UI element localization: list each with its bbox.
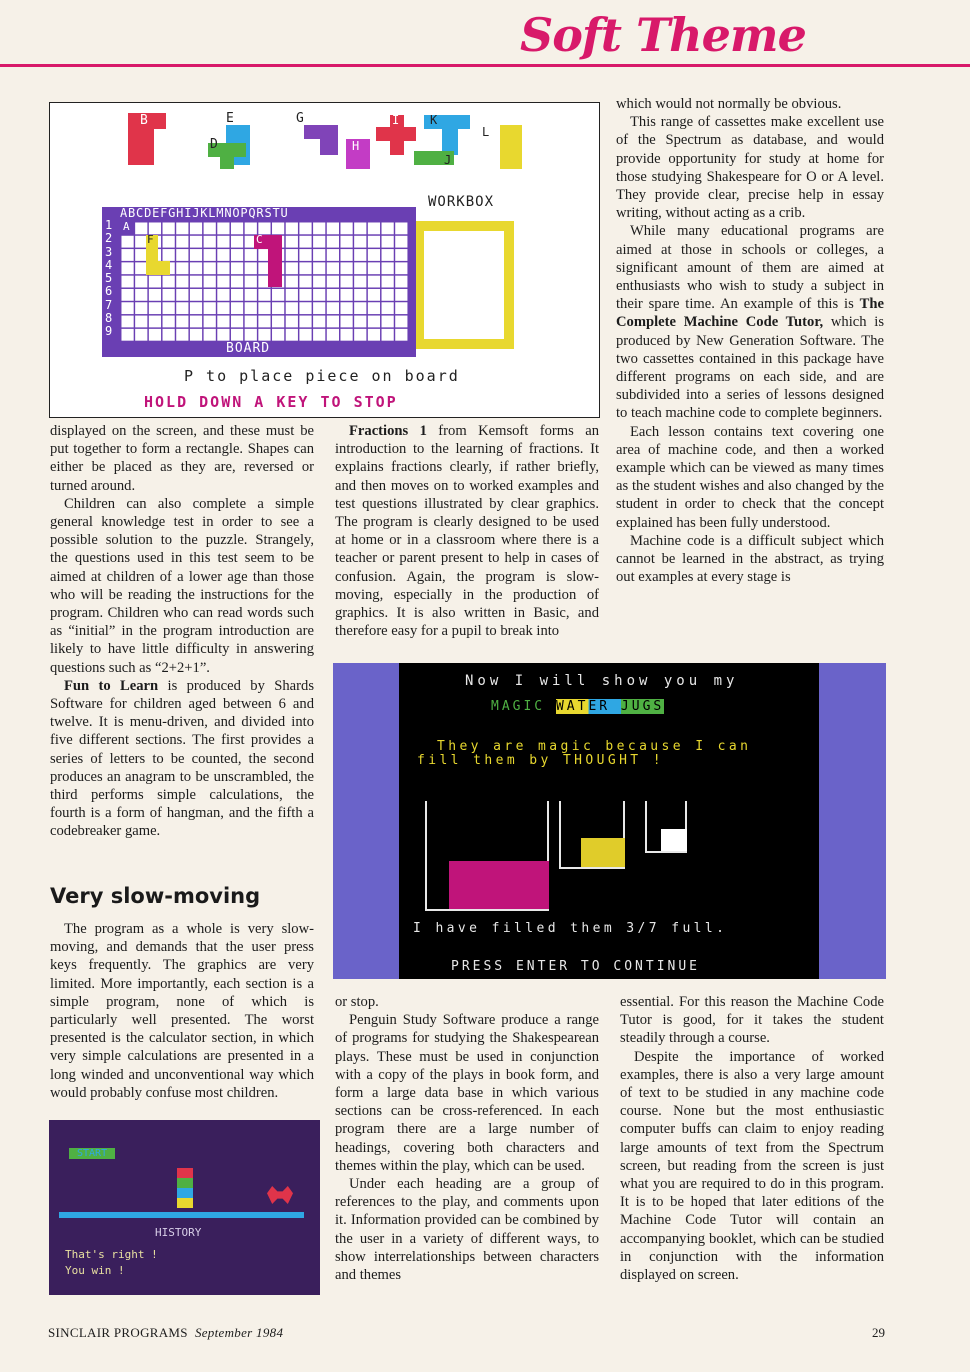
board-screenshot — [49, 102, 600, 418]
paragraph: Fun to Learn is produced by Shards Software for children aged between 6 and twelve. It is menu-driven, and divided into five different sections. The first provides a series of letters to be counted, the second produces an anagram to be unscrambled, the third performs simple calculations, the fourth is a form of hangman, and the fifth a codebreaker game. — [50, 677, 314, 840]
paragraph: Under each heading are a group of references to the play, and comments upon it. Information provided can be combined by the user in a variety of different ways, to show interrelationships between characters and themes — [335, 1176, 599, 1284]
instruction-text: P to place piece on board — [184, 367, 460, 385]
invader-icon — [267, 1186, 293, 1204]
piece-letter: J — [444, 153, 452, 167]
piece-letter: G — [296, 111, 304, 126]
paragraph: which would not normally be obvious. — [616, 96, 842, 112]
jugs-line-1: Now I will show you my — [465, 673, 739, 689]
jug-large-fill — [449, 861, 549, 909]
message-2: You win ! — [65, 1264, 125, 1277]
paragraph: or stop. — [335, 994, 379, 1010]
piece-letter: I — [392, 113, 400, 127]
product-name: Fun to Learn — [64, 677, 159, 694]
footer-magazine: SINCLAIR PROGRAMS September 1984 — [48, 1325, 284, 1340]
track — [59, 1212, 304, 1218]
paragraph: The program as a whole is very slow-moving, and demands that the user press keys frequently. The graphics are very limited. More importantly, each section is a simple program, none of which is particularly well presented. The worst presented is the calculator section, in which very simple calculations are presented in a long winded and unconventional way which would probably confuse most children. — [50, 921, 314, 1101]
board-label: BOARD — [226, 341, 271, 356]
column-3-lower — [620, 993, 884, 1284]
paragraph: Fractions 1 from Kemsoft forms an introduction to the learning of fractions. It explains fractions clearly, if rather briefly, and then moves on to worked examples and test questions illustrated by clear graphics. The program is clearly designed to be used at home or in a classroom where there is a teacher or parent present to help in cases of confusion. Again, the program is slow-moving, especially in the production of graphics. It is also written in Basic, and therefore easy for a pupil to break into — [335, 423, 599, 640]
column-2-lower — [335, 993, 599, 1284]
player-sprite — [177, 1168, 193, 1208]
start-label: START — [69, 1148, 115, 1159]
page-number: 29 — [872, 1325, 885, 1340]
paragraph: While many educational programs are aimed at those in schools or colleges, a significant amount of them are aimed at enthusiasts who wish to study a subject in their spare time. An example of this is The Complete Machine Code Tutor, which is produced by New Generation Software. The two cassettes contained in this package have different programs on each side, and are subdivided into a series of lessons designed to teach machine code to complete beginners. — [616, 223, 884, 422]
jugs-screenshot — [333, 663, 886, 979]
jug-large — [425, 801, 549, 911]
placed-c2 — [268, 235, 282, 287]
paragraph: essential. For this reason the Machine Code Tutor is good, for it takes the student steadily through a course. — [620, 994, 884, 1047]
column-3 — [616, 95, 884, 586]
placed-f2 — [146, 261, 170, 275]
stop-text: HOLD DOWN A KEY TO STOP — [144, 393, 398, 411]
piece-letter: L — [482, 125, 490, 139]
jugs-line-4: fill them by THOUGHT ! — [417, 753, 664, 768]
board-rows: 1 2 3 4 5 6 7 8 9 — [105, 218, 113, 339]
workbox-label: WORKBOX — [428, 194, 495, 210]
subheading: Very slow-moving — [50, 884, 261, 908]
piece-d-stem — [220, 143, 234, 169]
column-1 — [50, 422, 314, 841]
jug-medium — [559, 801, 625, 869]
section-title: Soft Theme — [520, 8, 806, 62]
paragraph: Each lesson contains text covering one area of machine code, and then a worked example which can be viewed as many times as the student wishes and also changed by the student in order to check that the concept explained has been fully understood. — [616, 423, 884, 531]
column-1-lower — [50, 920, 314, 1102]
placed-letter: A — [123, 220, 130, 233]
paragraph: displayed on the screen, and these must be put together to form a rectangle. Shapes can either be placed as they are, reversed or turned around. — [50, 423, 314, 494]
workbox — [414, 221, 514, 349]
jugs-line-5: I have filled them 3/7 full. — [413, 921, 728, 936]
placed-letter: F — [147, 233, 154, 246]
message-1: That's right ! — [65, 1248, 158, 1261]
paragraph: Penguin Study Software produce a range of programs for studying the Shakespearean plays. These must be used in conjunction with a copy of the plays in book form, and form a large data base in which various sections can be cross-referenced. In each program there are a large number of headings, covering both characters and themes within the play, which can be used. — [335, 1012, 599, 1174]
piece-letter: D — [210, 137, 218, 152]
history-label: HISTORY — [155, 1226, 202, 1239]
jug-small-fill — [661, 829, 687, 851]
paragraph: Children can also complete a simple general knowledge test in order to see a possible solution to the puzzle. Strangely, the questions used in this test seem to be aimed at children of a lower age than those who will be reading the instructions for the program. Children who can read words such as “initial” in the program introduction are likely to have little difficulty in answering questions such as “2+2+1”. — [50, 495, 314, 676]
piece-l — [500, 125, 522, 169]
piece-k-stem — [442, 115, 458, 155]
column-2 — [335, 422, 599, 640]
piece-letter: B — [140, 113, 148, 128]
piece-g-stem — [320, 125, 338, 155]
piece-letter: E — [226, 111, 234, 126]
placed-letter: C — [256, 233, 263, 246]
jugs-line-3: They are magic because I can — [437, 739, 752, 754]
jug-medium-fill — [581, 838, 625, 867]
header-rule — [0, 64, 970, 67]
game-screenshot — [49, 1120, 320, 1295]
jugs-line-2: MAGIC WATER JUGS — [491, 699, 665, 714]
paragraph: This range of cassettes make excellent use of the Spectrum as database, and would provide opportunity for study at home for those studying Shakespeare for O or A level. They provide clear, precise help in essay writing, without acting as a crib. — [616, 114, 884, 222]
piece-letter: H — [352, 139, 360, 153]
jug-small — [645, 801, 687, 853]
piece-letter: K — [430, 113, 438, 127]
jugs-line-6: PRESS ENTER TO CONTINUE — [451, 959, 701, 974]
product-name: The Complete Machine Code Tutor, — [616, 296, 884, 331]
board-columns: ABCDEFGHIJKLMNOPQRSTU — [120, 206, 289, 220]
paragraph: Despite the importance of worked examples, there is also a very large amount of text to be studied in any machine code course. None but the most enthusiastic computer buffs can claim to enjoy reading large amounts of text from the Spectrum screen, but reading from the screen is just what you are required to do in this program. It is to be hoped that later editions of the Machine Code Tutor will contain an accompanying booklet, which can be studied in conjunction with the information displayed on screen. — [620, 1048, 884, 1284]
paragraph: Machine code is a difficult subject which cannot be learned in the abstract, as trying out examples at every stage is — [616, 532, 884, 586]
jugs-screen — [399, 663, 819, 979]
product-name: Fractions 1 — [349, 423, 427, 439]
